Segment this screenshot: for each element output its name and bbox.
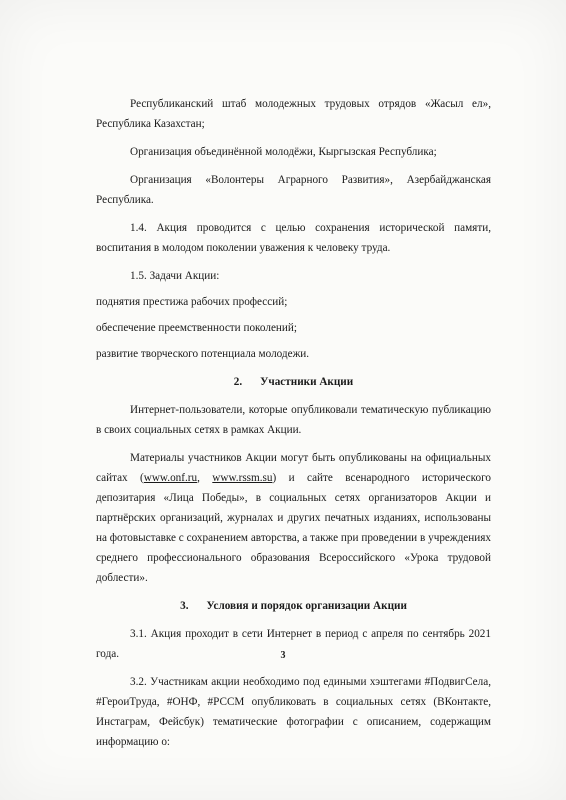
paragraph-3-2: 3.2. Участникам акции необходимо под едиными хэштегами #ПодвигСела, #ГероиТруда, #ОНФ, #РССМ опубликовать в социальных сетях (ВКонтакте, Инстаграм, Фейсбук) тематические фотографии с описанием, содержащим информацию о: xyxy=(96,676,491,748)
section-2-title: Участники Акции xyxy=(260,376,354,388)
paragraph-3-1: 3.1. Акция проходит в сети Интернет в период с апреля по сентябрь 2021 года. xyxy=(96,628,491,660)
paragraph-1-4: 1.4. Акция проводится с целью сохранения исторической памяти, воспитания в молодом поколении уважения к человеку труда. xyxy=(96,222,491,254)
paragraph-2-participants: Интернет-пользователи, которые опубликовали тематическую публикацию в своих социальных сетях в рамках Акции. xyxy=(96,404,491,436)
task-item-creativity: развитие творческого потенциала молодежи. xyxy=(96,348,310,360)
link-onf[interactable]: www.onf.ru xyxy=(143,472,198,484)
materials-text-end: ) и сайте всенародного исторического депозитария «Лица Победы», в социальных сетях организаторов Акции и партнёрских организаций, журналах и других печатных изданиях, использованы на фотовыставке с сохранением авторства, а также при проведении в учреждениях среднего профессионального образования Всероссийского «Урока трудовой доблести». xyxy=(96,472,491,584)
paragraph-kyrgyzstan: Организация объединённой молодёжи, Кыргызская Республика; xyxy=(130,146,437,158)
section-3-title: Условия и порядок организации Акции xyxy=(206,600,407,612)
section-3-heading xyxy=(96,596,491,616)
paragraph-1-5: 1.5. Задачи Акции: xyxy=(130,270,220,282)
paragraph-azerbaijan: Организация «Волонтеры Аграрного Развития», Азербайджанская Республика. xyxy=(96,174,491,206)
task-item-prestige: поднятия престижа рабочих профессий; xyxy=(96,296,288,308)
section-2-number: 2. xyxy=(233,376,243,388)
paragraph-kazakhstan: Республиканский штаб молодежных трудовых отрядов «Жасыл ел», Республика Казахстан; xyxy=(96,98,491,130)
section-2-heading xyxy=(96,372,491,392)
section-3-number: 3. xyxy=(180,600,189,612)
task-item-continuity: обеспечение преемственности поколений; xyxy=(96,322,297,334)
link-rssm[interactable]: www.rssm.su xyxy=(212,472,273,484)
materials-text-start: Материалы участников Акции могут быть опубликованы на официальных сайтах ( xyxy=(96,452,491,484)
link-separator: , xyxy=(197,472,213,484)
page-number: 3 xyxy=(280,650,286,661)
paragraph-2-materials xyxy=(96,448,491,588)
